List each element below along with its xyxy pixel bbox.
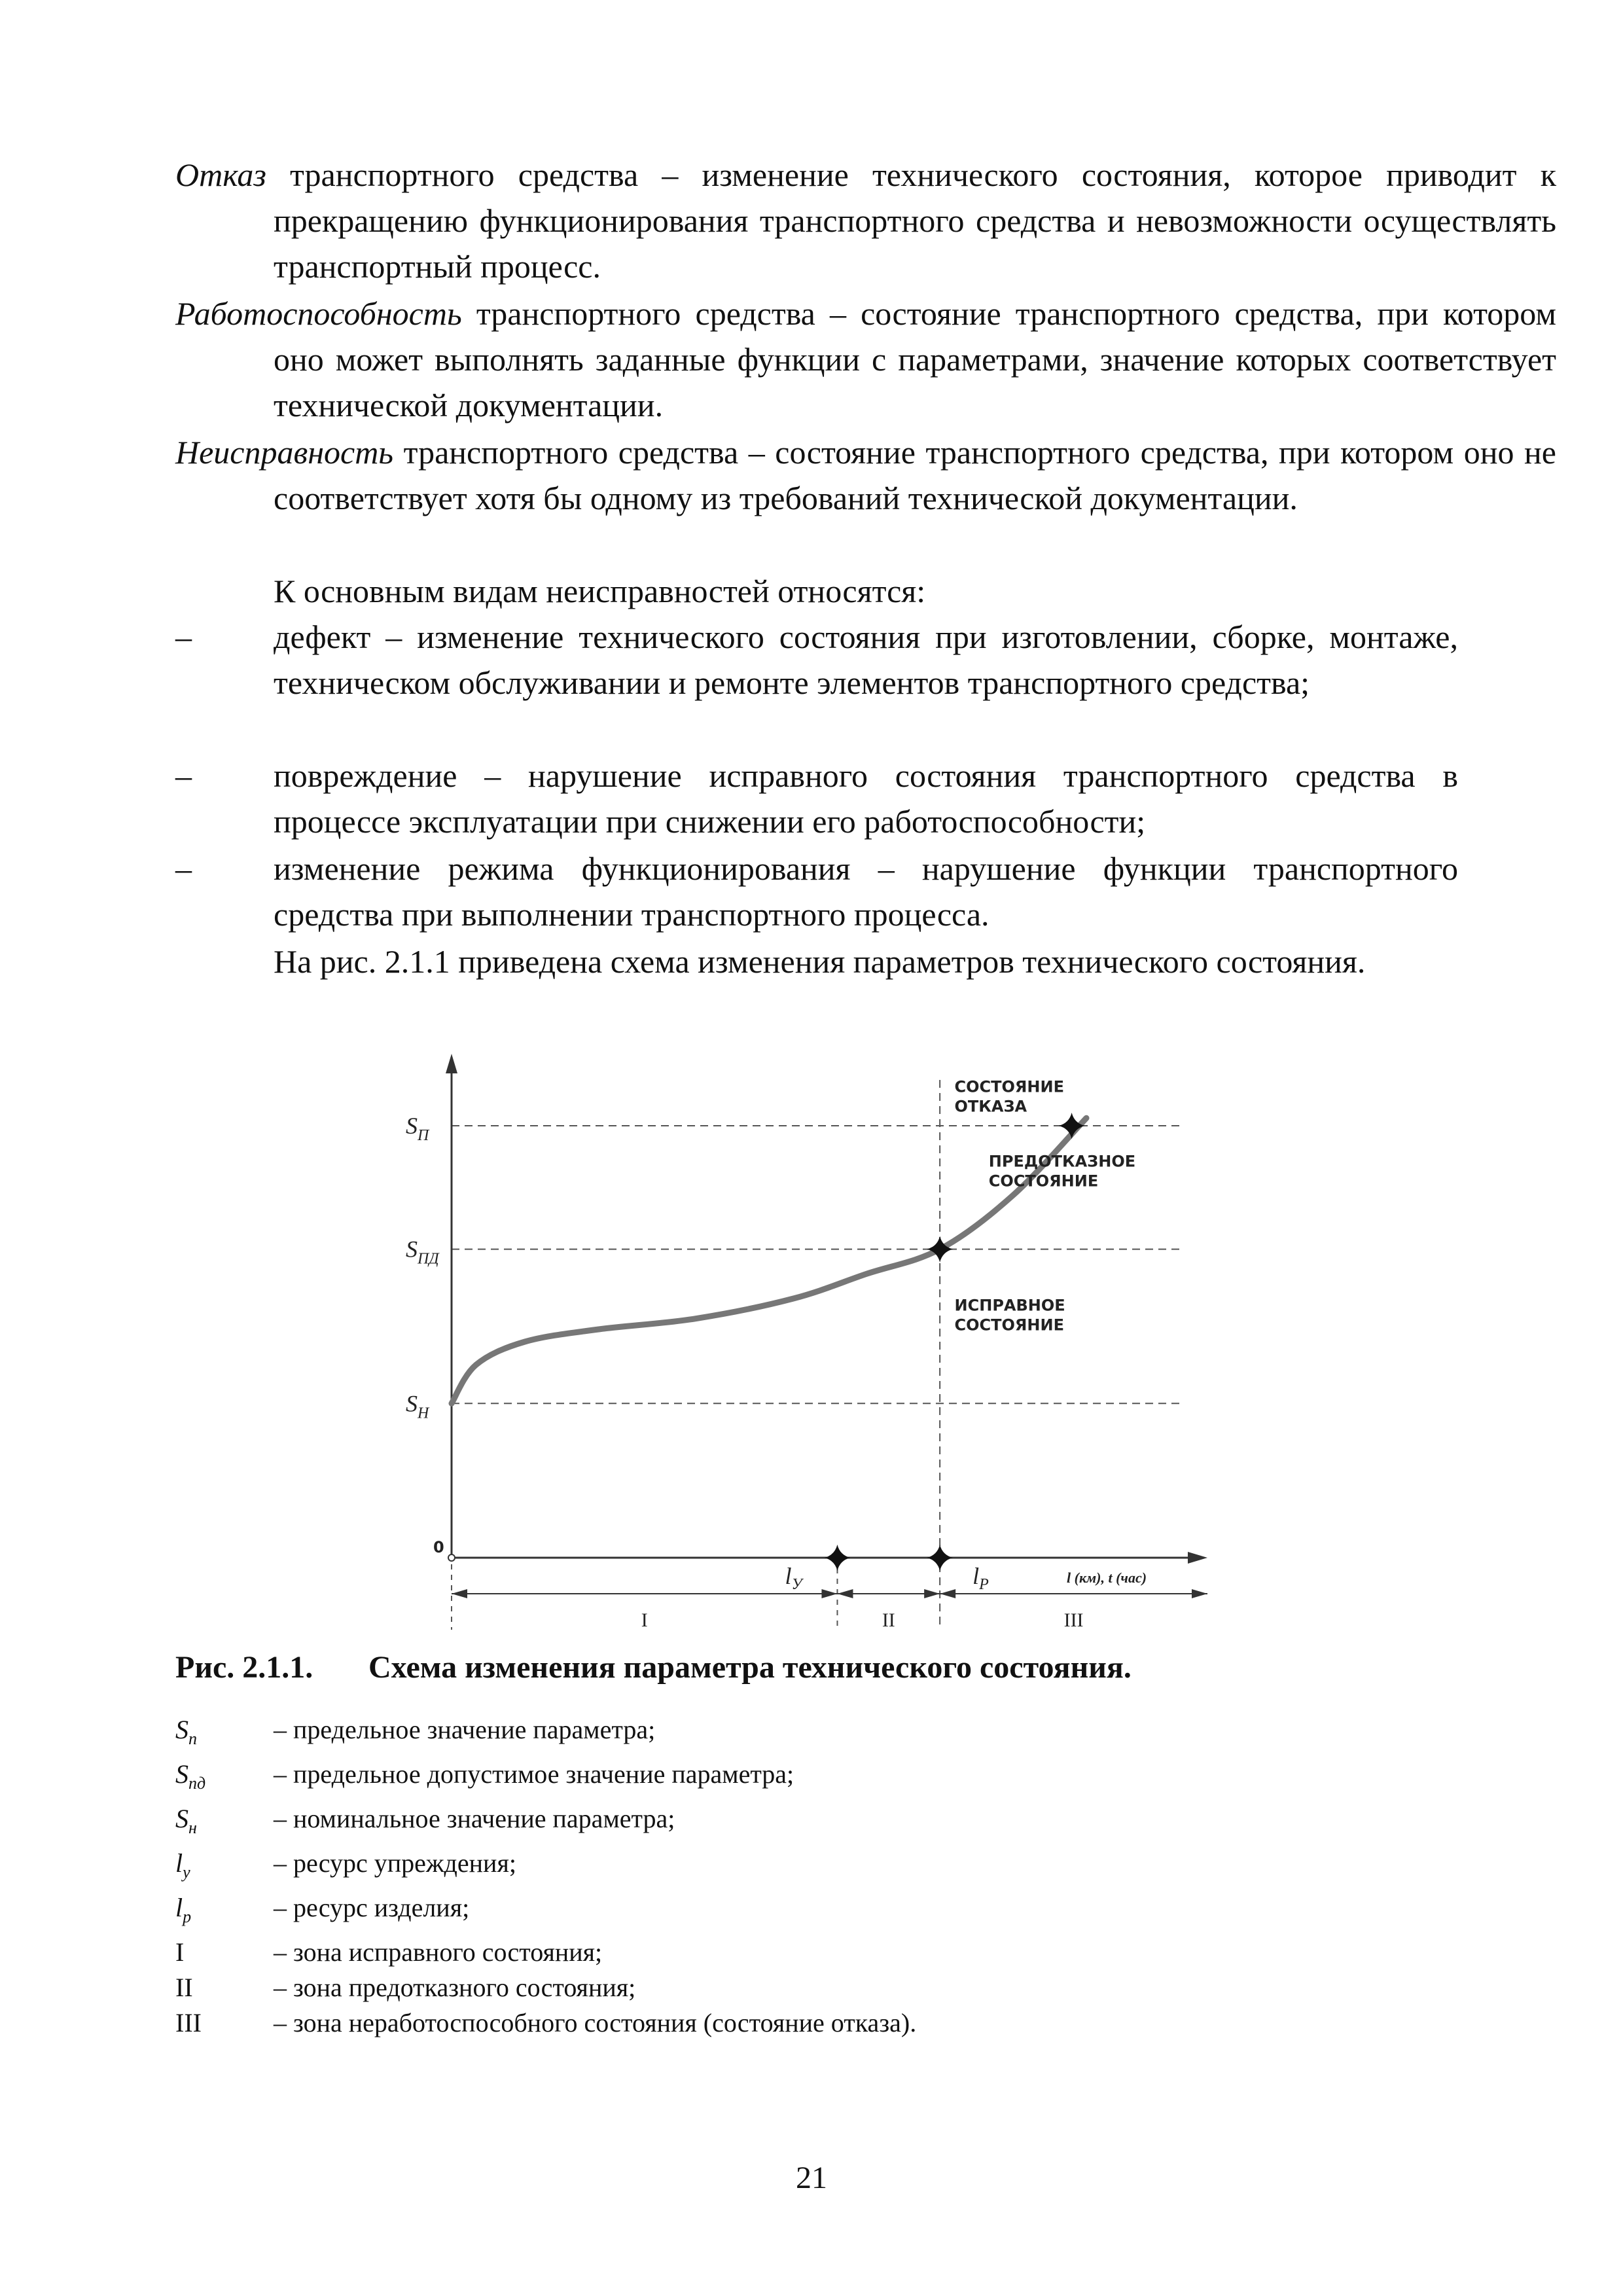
item-resource-marker: [927, 1545, 953, 1571]
legend-description: – зона предотказного состояния;: [274, 1973, 636, 2002]
state-label: ПРЕДОТКАЗНОЕ: [988, 1152, 1136, 1171]
level-label: $S_{ПД}$: [406, 1236, 439, 1268]
legend-item: [175, 1846, 916, 1890]
legend-item: [175, 1935, 916, 1970]
state-label: СОСТОЯНИЕ: [954, 1077, 1064, 1096]
page-number: 21: [796, 2161, 827, 2195]
level-label: $S_П$: [406, 1113, 429, 1144]
dimension-arrow-icon: [924, 1589, 940, 1598]
zone-label: III: [1063, 1609, 1084, 1631]
legend-description: – ресурс изделия;: [274, 1893, 470, 1922]
list-dash: –: [175, 850, 192, 887]
legend-symbol: $l_у$: [175, 1848, 190, 1882]
origin-point: [448, 1554, 455, 1561]
legend-item: [175, 1970, 916, 2005]
dimension-arrow-icon: [821, 1589, 837, 1598]
figure-title: Схема изменения параметра технического состояния.: [368, 1650, 1132, 1685]
definition-malfunction: [175, 429, 1556, 521]
lead-resource-marker: [824, 1545, 850, 1571]
legend-symbol: I: [175, 1937, 185, 1967]
list-item: [175, 614, 1458, 706]
list-item-text: изменение режима функционирования – нарушение функции транспортного средства при выполнении транспортного процесса.: [274, 850, 1458, 933]
dimension-arrow-icon: [1192, 1589, 1207, 1598]
legend-item: [175, 1801, 916, 1846]
legend-item: [175, 1890, 916, 1935]
zone-label: II: [882, 1609, 895, 1631]
legend-symbol: III: [175, 2008, 202, 2037]
legend-symbol: $S_н$: [175, 1804, 197, 1837]
legend-description: – зона исправного состояния;: [274, 1937, 603, 1967]
state-label: СОСТОЯНИЕ: [988, 1172, 1099, 1191]
legend-description: – зона неработоспособного состояния (состояние отказа).: [274, 2008, 917, 2037]
level-label: $S_Н$: [406, 1390, 429, 1422]
legend-symbol: $l_р$: [175, 1893, 192, 1926]
state-label: ИСПРАВНОЕ: [954, 1296, 1065, 1315]
axes: [446, 1054, 1207, 1598]
chart-labels: [406, 1078, 1147, 1631]
definition-malfunction-text: транспортного средства – состояние транспортного средства, при котором оно не соответствует хотя бы одному из требований технической документации.: [274, 434, 1556, 516]
legend-symbol: II: [175, 1973, 193, 2002]
list-dash: –: [175, 757, 192, 794]
state-label: ОТКАЗА: [954, 1097, 1027, 1116]
legend-symbol: $S_{пд}$: [175, 1759, 206, 1793]
list-item-text: повреждение – нарушение исправного состояния транспортного средства в процессе эксплуатации при снижении его работоспособности;: [274, 757, 1458, 840]
definition-failure: [175, 152, 1556, 289]
list-item: [175, 753, 1458, 844]
y-axis-arrow-icon: [446, 1054, 457, 1073]
figure-reference: На рис. 2.1.1 приведена схема изменения параметров технического состояния.: [274, 943, 1366, 980]
origin-label: 0: [433, 1538, 444, 1556]
term-malfunction: Неисправность: [175, 434, 394, 471]
zone-label: I: [641, 1609, 648, 1631]
legend-item: [175, 1712, 916, 1757]
x-axis-label: l (км), t (час): [1067, 1570, 1147, 1586]
legend-description: – ресурс упреждения;: [274, 1848, 516, 1878]
dimension-arrow-icon: [452, 1589, 467, 1598]
figure-number: Рис. 2.1.1.: [175, 1650, 313, 1685]
kinds-intro: К основным видам неисправностей относятся:: [274, 573, 926, 609]
legend: [175, 1712, 916, 2041]
mark-label: $l_Р$: [972, 1563, 989, 1593]
figure-caption: [175, 1649, 1132, 1685]
definition-failure-text: транспортного средства – изменение технического состояния, которое приводит к прекращению функционирования транспортного средства и невозможности осуществлять транспортный процесс.: [266, 156, 1556, 285]
list-dash: –: [175, 619, 192, 655]
term-failure: Отказ: [175, 156, 266, 193]
dimension-arrow-icon: [837, 1589, 853, 1598]
legend-symbol: $S_п$: [175, 1715, 197, 1748]
legend-description: – номинальное значение параметра;: [274, 1804, 675, 1833]
term-operability: Работоспособность: [175, 295, 462, 332]
legend-description: – предельное значение параметра;: [274, 1715, 656, 1744]
list-item: [175, 846, 1458, 937]
definition-operability: [175, 291, 1556, 428]
state-label: СОСТОЯНИЕ: [954, 1316, 1064, 1335]
legend-description: – предельное допустимое значение параметра;: [274, 1759, 794, 1789]
failure-threshold-marker: [1059, 1113, 1085, 1139]
list-item-text: дефект – изменение технического состояния при изготовлении, сборке, монтаже, техническом обслуживании и ремонте элементов транспортного средства;: [274, 619, 1458, 701]
definition-operability-text: транспортного средства – состояние транспортного средства, при котором оно может выполнять заданные функции с параметрами, значение которых соответствует технической документации.: [274, 295, 1556, 423]
pre-failure-threshold-marker: [927, 1236, 953, 1263]
legend-item: [175, 1757, 916, 1801]
state-change-chart: [393, 1041, 1257, 1643]
x-axis-arrow-icon: [1188, 1552, 1207, 1564]
legend-item: [175, 2005, 916, 2041]
mark-label: $l_У$: [785, 1563, 802, 1593]
dimension-arrow-icon: [940, 1589, 955, 1598]
